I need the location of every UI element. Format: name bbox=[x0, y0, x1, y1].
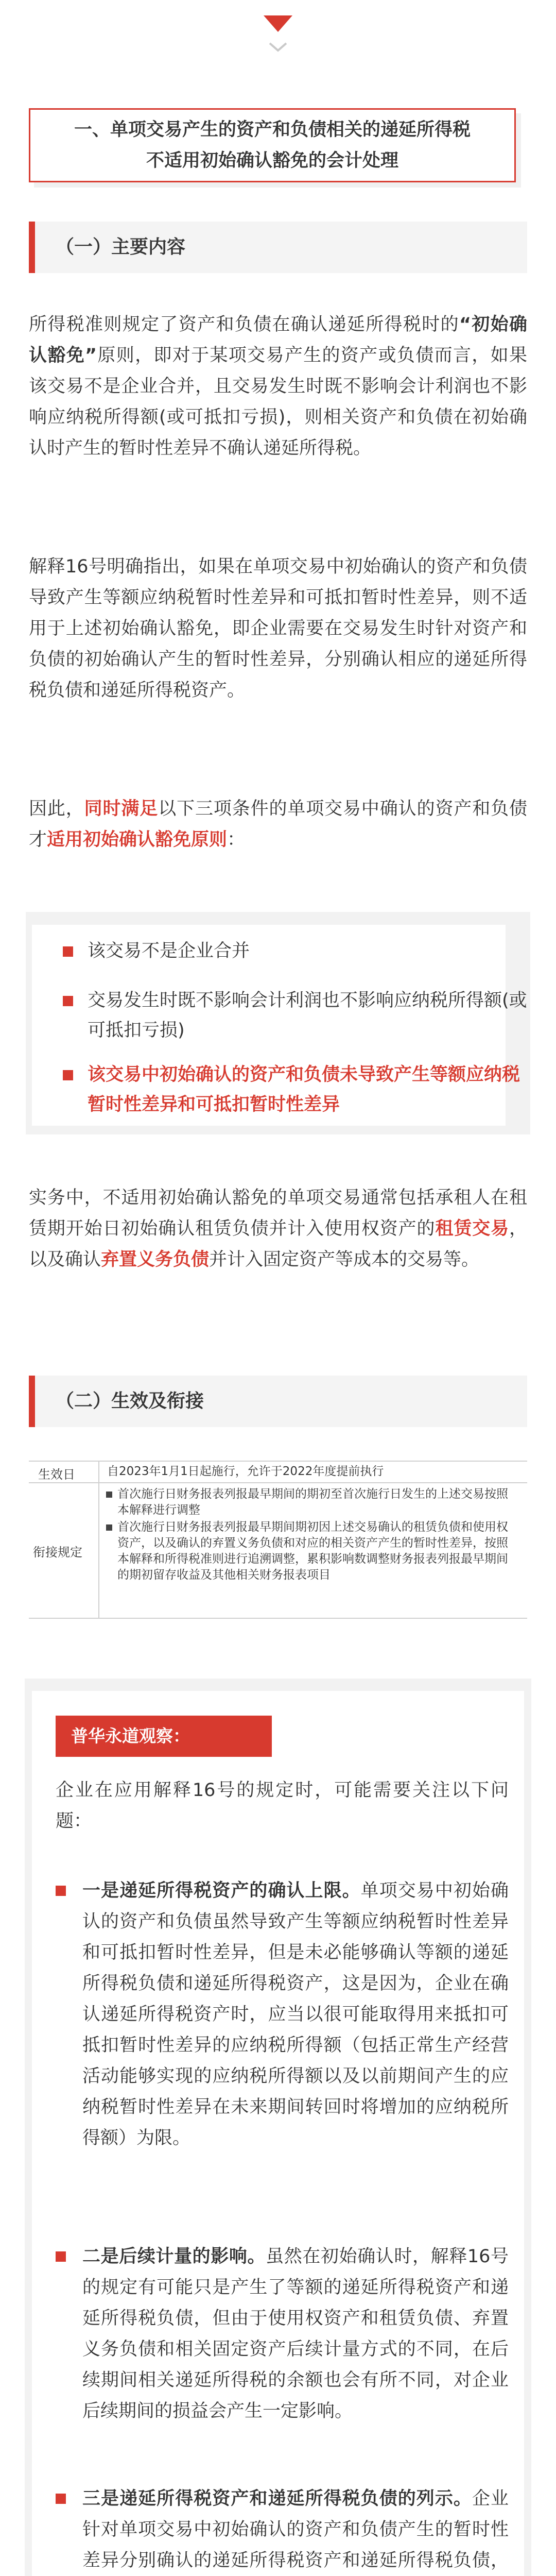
para4-text-c: ，以及确认 bbox=[29, 1218, 527, 1270]
para1-text-c: 原则，即对于某项交易产生的资产或负债而言，如果该交易不是企业合并，且交易发生时既不影响会计利润也不影响应纳税所得额(或可抵扣亏损)，则相关资产和负债在初始确认时产生的暂时性差异不确认递延所得税。 bbox=[29, 345, 527, 459]
table-bullet-icon bbox=[106, 1492, 112, 1498]
condition-text: 该交易不是企业合并 bbox=[88, 941, 250, 961]
title-line-1: 一、单项交易产生的资产和负债相关的递延所得税 bbox=[74, 120, 471, 140]
para4-highlight-lease: 租赁交易 bbox=[435, 1218, 509, 1239]
para3-text-c: 以下三项条件的单项交易中确认的资产和负债才 bbox=[29, 799, 527, 850]
table-value-effective-date: 自2023年1月1日起施行，允许于2022年度提前执行 bbox=[107, 1465, 384, 1478]
para3-text-a: 因此， bbox=[29, 799, 84, 819]
observation-item-title: 一是递延所得税资产的确认上限。 bbox=[82, 1880, 361, 1901]
observation-item bbox=[82, 2483, 509, 2576]
condition-item-highlight bbox=[88, 1060, 530, 1120]
observation-item-body: 单项交易中初始确认的资产和负债虽然导致产生等额应纳税暂时性差异和可抵扣暂时性差异，但是未必能够确认等额的递延所得税负债和递延所得税资产，这是因为，企业在确认递延所得税资产时，应当以很可能取得用来抵扣可抵扣暂时性差异的应纳税所得额（包括正常生产经营活动能够实现的应纳税所得额以及以前期间产生的应纳税暂时性差异在未来期间转回时将增加的应纳税所得额）为限。 bbox=[82, 1880, 509, 2148]
bullet-square-icon bbox=[63, 1070, 73, 1080]
bullet-square-icon bbox=[63, 946, 73, 957]
section-header-main-content bbox=[29, 222, 527, 273]
transition-table bbox=[29, 1461, 527, 1620]
page-title bbox=[74, 114, 471, 176]
observation-bullet-icon bbox=[56, 2251, 66, 2262]
para3-text-e: ： bbox=[227, 829, 246, 850]
double-chevron-down-icon bbox=[252, 0, 304, 62]
observation-bullet-icon bbox=[56, 1886, 66, 1896]
paragraph-conditions bbox=[29, 793, 527, 855]
observation-item bbox=[82, 2241, 509, 2427]
section-accent-bar bbox=[29, 1376, 35, 1427]
title-line-2: 不适用初始确认豁免的会计处理 bbox=[146, 150, 398, 171]
para4-text-a: 实务中，不适用初始确认豁免的单项交易通常包括承租人在租赁期开始日初始确认租赁负债并计入使用权资产的 bbox=[29, 1188, 527, 1239]
paragraph-initial-recognition bbox=[29, 309, 527, 464]
observation-item bbox=[82, 1875, 509, 2154]
para1-bold-term: “初始确认豁免” bbox=[29, 314, 527, 366]
conditions-card-inner bbox=[32, 925, 527, 1126]
para1-text-a: 所得税准则规定了资产和负债在确认递延所得税时的 bbox=[29, 314, 459, 335]
para4-highlight-obligation: 弃置义务负债 bbox=[101, 1249, 210, 1270]
table-bullet-icon bbox=[106, 1524, 112, 1531]
section-label: （二）生效及衔接 bbox=[56, 1391, 204, 1412]
bullet-square-icon bbox=[63, 996, 73, 1006]
observation-item-body: 企业针对单项交易中初始确认的资产和负债产生的暂时性差异分别确认的递延所得税资产和递延所得税负债， bbox=[82, 2488, 509, 2571]
table-value-transition-1: 首次施行日财务报表列报最早期间的期初至首次施行日发生的上述交易按照本解释进行调整 bbox=[117, 1487, 508, 1517]
observation-tag-label: 普华永道观察： bbox=[71, 1726, 190, 1746]
title-box bbox=[29, 108, 516, 182]
para4-text-e: 并计入固定资产等成本的交易等。 bbox=[209, 1249, 480, 1270]
observation-item-title: 三是递延所得税资产和递延所得税负债的列示。 bbox=[82, 2488, 472, 2509]
condition-item bbox=[88, 936, 530, 966]
para3-highlight-simultaneous: 同时满足 bbox=[84, 799, 159, 819]
condition-item bbox=[88, 986, 530, 1045]
section-header-effective-transition bbox=[29, 1376, 527, 1427]
observation-item-title: 二是后续计量的影响。 bbox=[82, 2246, 266, 2267]
section-accent-bar bbox=[29, 222, 35, 273]
condition-text: 交易发生时既不影响会计利润也不影响应纳税所得额(或可抵扣亏损) bbox=[88, 990, 527, 1041]
condition-text: 该交易中初始确认的资产和负债未导致产生等额应纳税暂时性差异和可抵扣暂时性差异 bbox=[88, 1064, 520, 1115]
table-label-effective-date: 生效日 bbox=[38, 1467, 75, 1482]
section-label: （一）主要内容 bbox=[56, 236, 186, 258]
para3-highlight-exemption: 适用初始确认豁免原则 bbox=[47, 829, 228, 850]
observation-tag bbox=[56, 1716, 272, 1757]
observation-bullet-icon bbox=[56, 2494, 66, 2504]
table-label-transition: 衔接规定 bbox=[33, 1545, 82, 1560]
paragraph-interpretation-16: 解释16号明确指出，如果在单项交易中初始确认的资产和负债导致产生等额应纳税暂时性差异和可抵扣暂时性差异，则不适用于上述初始确认豁免，即企业需要在交易发生时针对资产和负债的初始确认产生的暂时性差异，分别确认相应的递延所得税负债和递延所得税资产。 bbox=[29, 556, 527, 701]
table-value-transition-2: 首次施行日财务报表列报最早期间期初因上述交易确认的租赁负债和使用权资产，以及确认的弃置义务负债和对应的相关资产产生的暂时性差异，按照本解释和所得税准则进行追溯调整，累积影响数调整财务报表列报最早期间的期初留存收益及其他相关财务报表项目 bbox=[117, 1520, 508, 1582]
observation-item-body: 虽然在初始确认时，解释16号的规定有可能只是产生了等额的递延所得税资产和递延所得税负债，但由于使用权资产和租赁负债、弃置义务负债和相关固定资产后续计量方式的不同，在后续期间相关递延所得税的余额也会有所不同，对企业后续期间的损益会产生一定影响。 bbox=[82, 2246, 509, 2421]
paragraph-practice bbox=[29, 1182, 527, 1275]
observation-intro: 企业在应用解释16号的规定时，可能需要关注以下问题： bbox=[56, 1780, 509, 1832]
